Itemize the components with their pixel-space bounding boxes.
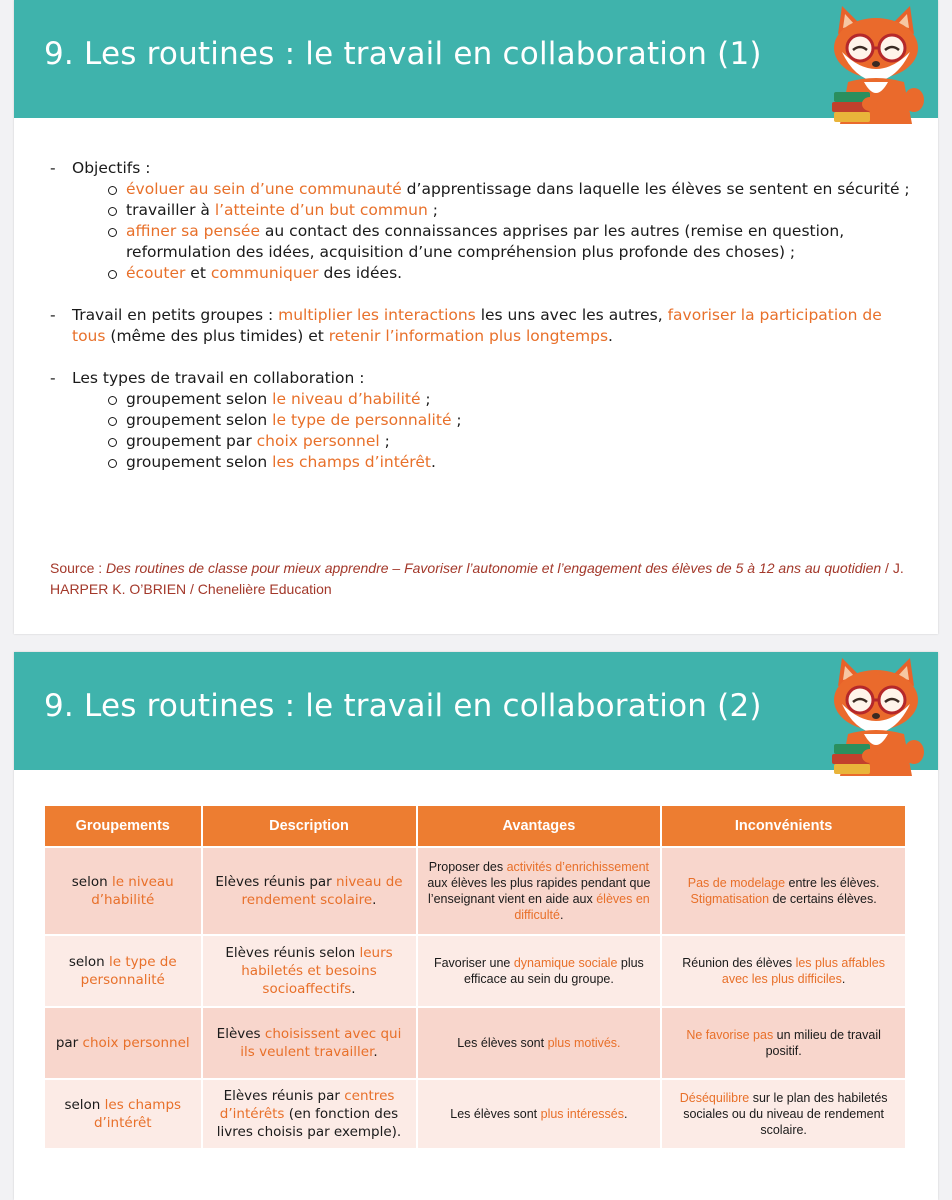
table-row [45, 1008, 905, 1078]
groupement-cell: selon le type de personnalité [45, 936, 201, 1006]
slide-1-content [50, 158, 920, 473]
fox-mascot-icon [820, 656, 932, 776]
groupement-cell: selon les champs d’intérêt [45, 1080, 201, 1148]
column-header: Inconvénients [662, 806, 905, 846]
circle-bullet-icon [108, 438, 117, 447]
inconvenients-cell: Déséquilibre sur le plan des habiletés sociales ou du niveau de rendement scolaire. [662, 1080, 905, 1148]
slide-1 [14, 0, 938, 634]
circle-bullet-icon [108, 417, 117, 426]
groupements-table [43, 804, 907, 1150]
table-row [45, 1080, 905, 1148]
list-item: évoluer au sein d’une communauté d’apprentissage dans laquelle les élèves se sentent en sécurité ; [106, 179, 920, 200]
groupement-cell: selon le niveau d’habilité [45, 848, 201, 934]
list-item: écouter et communiquer des idées. [106, 263, 920, 284]
circle-bullet-icon [108, 270, 117, 279]
petits-groupes-section [50, 305, 920, 347]
slide-title: 9. Les routines : le travail en collaboration (2) [44, 688, 762, 724]
inconvenients-cell: Ne favorise pas un milieu de travail positif. [662, 1008, 905, 1078]
title-banner [14, 0, 938, 118]
source-citation: Source : Des routines de classe pour mieux apprendre – Favoriser l’autonomie et l’engagement des élèves de 5 à 12 ans au quotidien / J. HARPER K. O’BRIEN / Chenelière Education [50, 560, 904, 597]
fox-mascot-icon [820, 4, 932, 124]
list-item: groupement selon le niveau d’habilité ; [106, 389, 920, 410]
avantages-cell: Les élèves sont plus motivés. [418, 1008, 661, 1078]
column-header: Groupements [45, 806, 201, 846]
dash-bullet: - [50, 306, 56, 324]
types-section [50, 368, 920, 473]
circle-bullet-icon [108, 207, 117, 216]
description-cell: Elèves réunis selon leurs habiletés et besoins socioaffectifs. [203, 936, 416, 1006]
table-row [45, 848, 905, 934]
circle-bullet-icon [108, 459, 117, 468]
table-body [45, 848, 905, 1148]
title-banner [14, 652, 938, 770]
table-header-row [45, 806, 905, 846]
circle-bullet-icon [108, 186, 117, 195]
table-row [45, 936, 905, 1006]
circle-bullet-icon [108, 228, 117, 237]
petits-groupes-text: Travail en petits groupes : multiplier les interactions les uns avec les autres, favoriser la participation de tous (même des plus timides) et retenir l’information plus longtemps. [72, 306, 882, 345]
inconvenients-cell: Pas de modelage entre les élèves. Stigmatisation de certains élèves. [662, 848, 905, 934]
avantages-cell: Les élèves sont plus intéressés. [418, 1080, 661, 1148]
inconvenients-cell: Réunion des élèves les plus affables avec les plus difficiles. [662, 936, 905, 1006]
types-list [72, 389, 920, 473]
groupement-cell: par choix personnel [45, 1008, 201, 1078]
list-item: groupement selon les champs d’intérêt. [106, 452, 920, 473]
description-cell: Elèves réunis par centres d’intérêts (en fonction des livres choisis par exemple). [203, 1080, 416, 1148]
avantages-cell: Favoriser une dynamique sociale plus efficace au sein du groupe. [418, 936, 661, 1006]
description-cell: Elèves réunis par niveau de rendement scolaire. [203, 848, 416, 934]
dash-bullet: - [50, 369, 56, 387]
slide-2 [14, 652, 938, 1200]
dash-bullet: - [50, 159, 56, 177]
section-label: Objectifs : [72, 159, 151, 177]
list-item: groupement selon le type de personnalité ; [106, 410, 920, 431]
list-item: groupement par choix personnel ; [106, 431, 920, 452]
description-cell: Elèves choisissent avec qui ils veulent travailler. [203, 1008, 416, 1078]
section-label: Les types de travail en collaboration : [72, 369, 365, 387]
objectifs-section [50, 158, 920, 284]
list-item: affiner sa pensée au contact des connaissances apprises par les autres (remise en question, reformulation des idées, acquisition d’une compréhension plus profonde des choses) ; [106, 221, 920, 263]
objectifs-list [72, 179, 920, 284]
circle-bullet-icon [108, 396, 117, 405]
list-item: travailler à l’atteinte d’un but commun ; [106, 200, 920, 221]
column-header: Avantages [418, 806, 661, 846]
column-header: Description [203, 806, 416, 846]
avantages-cell: Proposer des activités d’enrichissement aux élèves les plus rapides pendant que l’enseignant vient en aide aux élèves en difficulté. [418, 848, 661, 934]
slide-title: 9. Les routines : le travail en collaboration (1) [44, 36, 762, 72]
